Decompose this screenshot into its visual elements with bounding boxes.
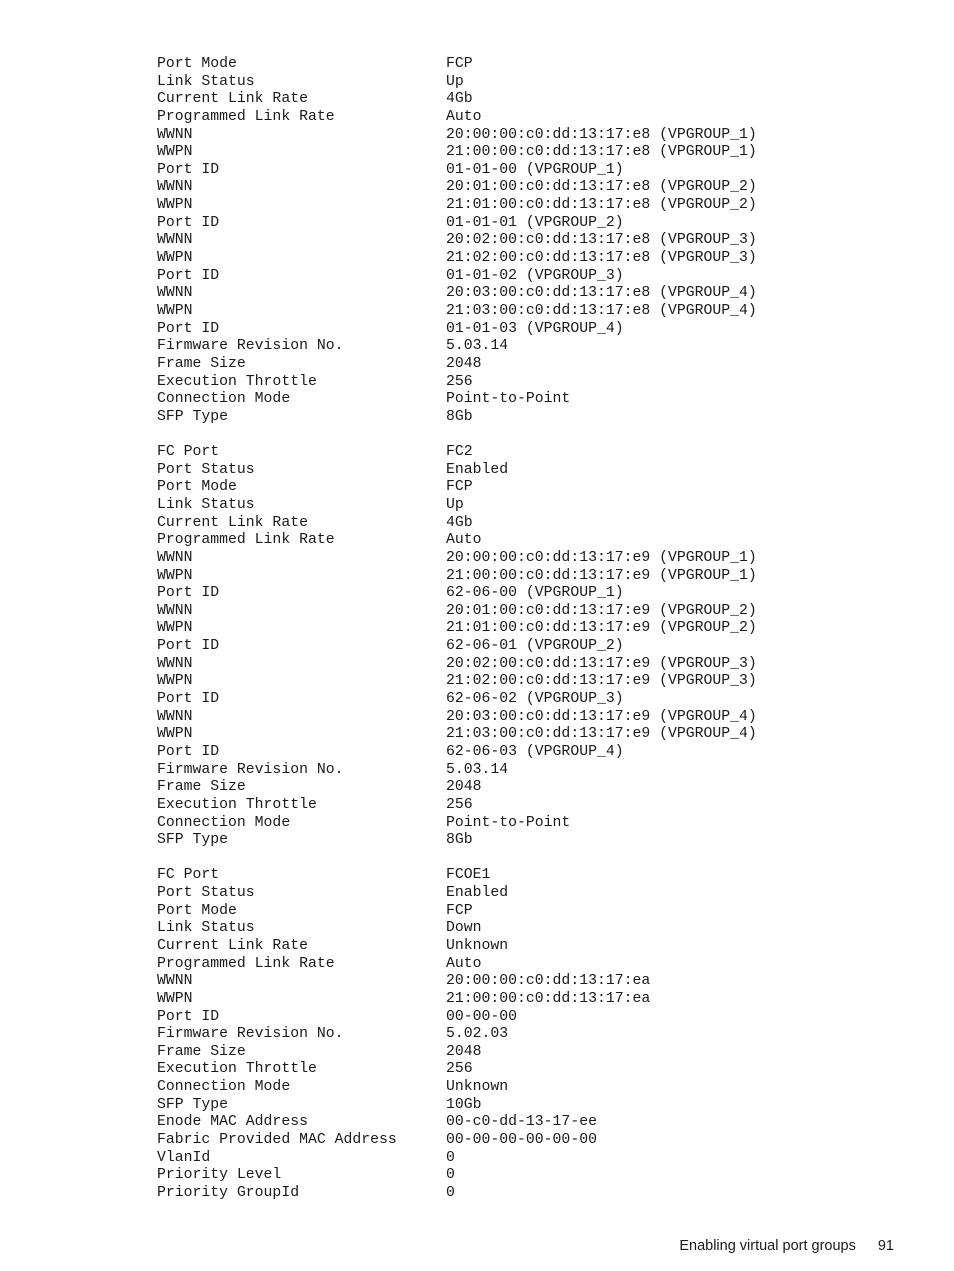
property-label: WWNN	[157, 232, 193, 249]
property-value: 01-01-03 (VPGROUP_4)	[446, 320, 624, 337]
property-value: Auto	[446, 532, 482, 549]
property-row	[157, 744, 757, 762]
property-label: WWNN	[157, 549, 193, 566]
property-value: 21:01:00:c0:dd:13:17:e9 (VPGROUP_2)	[446, 620, 757, 637]
property-value: Auto	[446, 955, 482, 972]
page-footer	[671, 1222, 894, 1254]
property-row	[157, 1114, 757, 1132]
property-value: 2048	[446, 355, 482, 372]
property-value: FCP	[446, 56, 473, 72]
property-value: 0	[446, 1167, 455, 1184]
property-row	[157, 991, 757, 1009]
property-label: WWPN	[157, 302, 193, 319]
property-value: Unknown	[446, 937, 509, 954]
property-label: WWPN	[157, 990, 193, 1007]
property-value: 5.03.14	[446, 761, 509, 778]
property-label: WWNN	[157, 179, 193, 196]
property-label: Port ID	[157, 320, 220, 337]
property-row	[157, 938, 757, 956]
property-label: Current Link Rate	[157, 514, 308, 531]
property-value: 4Gb	[446, 514, 473, 531]
property-row	[157, 550, 757, 568]
property-value: 256	[446, 1061, 473, 1078]
property-value: 2048	[446, 779, 482, 796]
property-value: 00-c0-dd-13-17-ee	[446, 1114, 597, 1131]
property-value: 4Gb	[446, 91, 473, 108]
property-row	[157, 268, 757, 286]
property-value: Point-to-Point	[446, 814, 571, 831]
property-value: 21:03:00:c0:dd:13:17:e8 (VPGROUP_4)	[446, 302, 757, 319]
property-value: 20:03:00:c0:dd:13:17:e9 (VPGROUP_4)	[446, 708, 757, 725]
property-label: Firmware Revision No.	[157, 761, 344, 778]
property-row	[157, 585, 757, 603]
property-row	[157, 903, 757, 921]
property-row	[157, 726, 757, 744]
property-label: Port Mode	[157, 902, 237, 919]
property-row	[157, 1009, 757, 1027]
property-label: Connection Mode	[157, 1079, 291, 1096]
property-row	[157, 867, 757, 885]
cli-output-listing	[157, 56, 757, 1220]
property-label: WWNN	[157, 602, 193, 619]
property-value: FC2	[446, 444, 473, 461]
property-row	[157, 638, 757, 656]
property-value: FCP	[446, 902, 473, 919]
property-row	[157, 144, 757, 162]
property-label: Current Link Rate	[157, 91, 308, 108]
property-value: 21:00:00:c0:dd:13:17:ea	[446, 990, 651, 1007]
property-row	[157, 1079, 757, 1097]
property-value: Unknown	[446, 1079, 509, 1096]
property-label: Port ID	[157, 638, 220, 655]
property-label: WWNN	[157, 655, 193, 672]
property-row	[157, 215, 757, 233]
property-label: Link Status	[157, 73, 255, 90]
property-label: Priority Level	[157, 1167, 282, 1184]
property-value: 62-06-02 (VPGROUP_3)	[446, 691, 624, 708]
property-row	[157, 832, 757, 850]
property-label: Port ID	[157, 743, 220, 760]
property-value: 20:00:00:c0:dd:13:17:e9 (VPGROUP_1)	[446, 549, 757, 566]
property-row	[157, 338, 757, 356]
property-row	[157, 91, 757, 109]
property-row	[157, 1044, 757, 1062]
property-row	[157, 1061, 757, 1079]
port-info-block	[157, 867, 757, 1202]
property-value: FCP	[446, 479, 473, 496]
property-label: Frame Size	[157, 779, 246, 796]
property-value: 21:00:00:c0:dd:13:17:e9 (VPGROUP_1)	[446, 567, 757, 584]
property-label: WWPN	[157, 197, 193, 214]
property-row	[157, 515, 757, 533]
property-label: Firmware Revision No.	[157, 338, 344, 355]
property-row	[157, 356, 757, 374]
property-row	[157, 391, 757, 409]
property-value: Point-to-Point	[446, 391, 571, 408]
property-label: Connection Mode	[157, 814, 291, 831]
property-value: 01-01-00 (VPGROUP_1)	[446, 161, 624, 178]
property-value: 62-06-01 (VPGROUP_2)	[446, 638, 624, 655]
property-row	[157, 973, 757, 991]
property-value: 20:03:00:c0:dd:13:17:e8 (VPGROUP_4)	[446, 285, 757, 302]
property-value: 21:03:00:c0:dd:13:17:e9 (VPGROUP_4)	[446, 726, 757, 743]
property-label: SFP Type	[157, 408, 229, 425]
property-label: Frame Size	[157, 1043, 246, 1060]
property-row	[157, 691, 757, 709]
property-value: 20:02:00:c0:dd:13:17:e9 (VPGROUP_3)	[446, 655, 757, 672]
footer-section-title: Enabling virtual port groups	[679, 1238, 856, 1254]
property-label: Frame Size	[157, 355, 246, 372]
property-row	[157, 656, 757, 674]
property-row	[157, 620, 757, 638]
property-label: Current Link Rate	[157, 937, 308, 954]
property-row	[157, 179, 757, 197]
property-row	[157, 568, 757, 586]
property-row	[157, 197, 757, 215]
property-label: SFP Type	[157, 832, 229, 849]
property-row	[157, 815, 757, 833]
property-label: Port ID	[157, 1008, 220, 1025]
property-value: 256	[446, 796, 473, 813]
property-value: 00-00-00	[446, 1008, 518, 1025]
property-label: WWNN	[157, 285, 193, 302]
property-label: WWNN	[157, 126, 193, 143]
property-label: WWPN	[157, 673, 193, 690]
property-row	[157, 127, 757, 145]
property-label: Fabric Provided MAC Address	[157, 1131, 397, 1148]
property-row	[157, 303, 757, 321]
property-value: 62-06-03 (VPGROUP_4)	[446, 743, 624, 760]
property-value: Up	[446, 496, 464, 513]
property-value: 20:01:00:c0:dd:13:17:e8 (VPGROUP_2)	[446, 179, 757, 196]
property-value: Enabled	[446, 461, 509, 478]
property-value: 21:02:00:c0:dd:13:17:e8 (VPGROUP_3)	[446, 250, 757, 267]
property-label: Execution Throttle	[157, 373, 317, 390]
property-row	[157, 285, 757, 303]
property-value: 00-00-00-00-00-00	[446, 1131, 597, 1148]
property-row	[157, 462, 757, 480]
property-value: 2048	[446, 1043, 482, 1060]
property-row	[157, 532, 757, 550]
property-row	[157, 779, 757, 797]
property-value: 21:00:00:c0:dd:13:17:e8 (VPGROUP_1)	[446, 144, 757, 161]
property-row	[157, 762, 757, 780]
property-value: FCOE1	[446, 867, 491, 884]
property-row	[157, 920, 757, 938]
property-label: WWPN	[157, 726, 193, 743]
property-row	[157, 1097, 757, 1115]
property-row	[157, 162, 757, 180]
property-row	[157, 232, 757, 250]
property-value: 20:01:00:c0:dd:13:17:e9 (VPGROUP_2)	[446, 602, 757, 619]
property-label: Port ID	[157, 161, 220, 178]
property-row	[157, 956, 757, 974]
property-label: Enode MAC Address	[157, 1114, 308, 1131]
property-label: WWPN	[157, 144, 193, 161]
property-row	[157, 250, 757, 268]
property-label: Port ID	[157, 214, 220, 231]
property-row	[157, 374, 757, 392]
property-row	[157, 109, 757, 127]
property-value: 0	[446, 1149, 455, 1166]
property-label: FC Port	[157, 444, 220, 461]
port-info-block	[157, 56, 757, 426]
property-row	[157, 444, 757, 462]
property-value: 10Gb	[446, 1096, 482, 1113]
property-row	[157, 1167, 757, 1185]
property-label: Link Status	[157, 920, 255, 937]
property-value: 21:01:00:c0:dd:13:17:e8 (VPGROUP_2)	[446, 197, 757, 214]
property-value: Auto	[446, 108, 482, 125]
property-row	[157, 1026, 757, 1044]
property-row	[157, 1150, 757, 1168]
property-value: 01-01-01 (VPGROUP_2)	[446, 214, 624, 231]
property-label: Connection Mode	[157, 391, 291, 408]
property-value: Down	[446, 920, 482, 937]
property-label: Programmed Link Rate	[157, 108, 335, 125]
property-row	[157, 709, 757, 727]
property-row	[157, 797, 757, 815]
property-row	[157, 74, 757, 92]
property-value: 8Gb	[446, 832, 473, 849]
property-value: 20:00:00:c0:dd:13:17:ea	[446, 973, 651, 990]
property-label: Firmware Revision No.	[157, 1026, 344, 1043]
port-info-block	[157, 444, 757, 850]
property-value: 20:00:00:c0:dd:13:17:e8 (VPGROUP_1)	[446, 126, 757, 143]
property-label: Programmed Link Rate	[157, 955, 335, 972]
property-row	[157, 497, 757, 515]
property-value: 0	[446, 1184, 455, 1201]
property-row	[157, 1132, 757, 1150]
property-label: Link Status	[157, 496, 255, 513]
property-row	[157, 321, 757, 339]
property-value: 21:02:00:c0:dd:13:17:e9 (VPGROUP_3)	[446, 673, 757, 690]
property-value: 20:02:00:c0:dd:13:17:e8 (VPGROUP_3)	[446, 232, 757, 249]
property-value: 62-06-00 (VPGROUP_1)	[446, 585, 624, 602]
page-number: 91	[877, 1238, 894, 1254]
property-label: Port Mode	[157, 479, 237, 496]
property-value: 5.03.14	[446, 338, 509, 355]
property-label: FC Port	[157, 867, 220, 884]
property-value: Up	[446, 73, 464, 90]
property-row	[157, 479, 757, 497]
property-row	[157, 409, 757, 427]
property-value: 01-01-02 (VPGROUP_3)	[446, 267, 624, 284]
property-value: 5.02.03	[446, 1026, 509, 1043]
property-row	[157, 603, 757, 621]
property-value: Enabled	[446, 885, 509, 902]
property-label: Port ID	[157, 585, 220, 602]
property-label: Execution Throttle	[157, 1061, 317, 1078]
property-row	[157, 885, 757, 903]
property-label: WWNN	[157, 973, 193, 990]
property-label: Port Status	[157, 885, 255, 902]
property-label: Port Status	[157, 461, 255, 478]
property-label: WWPN	[157, 620, 193, 637]
property-label: Port ID	[157, 267, 220, 284]
property-label: VlanId	[157, 1149, 211, 1166]
property-row	[157, 56, 757, 74]
property-row	[157, 673, 757, 691]
property-label: Priority GroupId	[157, 1184, 300, 1201]
property-label: Port ID	[157, 691, 220, 708]
property-label: WWPN	[157, 567, 193, 584]
property-value: 8Gb	[446, 408, 473, 425]
property-label: WWPN	[157, 250, 193, 267]
property-value: 256	[446, 373, 473, 390]
property-row	[157, 1185, 757, 1203]
property-label: Programmed Link Rate	[157, 532, 335, 549]
property-label: SFP Type	[157, 1096, 229, 1113]
property-label: Port Mode	[157, 56, 237, 72]
property-label: Execution Throttle	[157, 796, 317, 813]
property-label: WWNN	[157, 708, 193, 725]
